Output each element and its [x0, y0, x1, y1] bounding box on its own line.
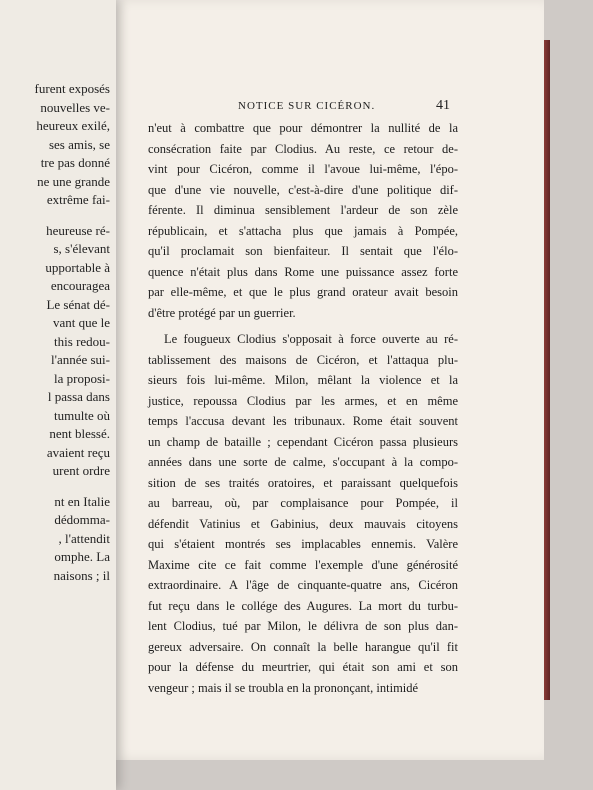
text-line: n'eut à combattre que pour démontrer la nullité de la: [148, 121, 458, 135]
left-page: [0, 0, 116, 790]
left-text-line: ne une grande: [37, 173, 110, 189]
left-text-line: urent ordre: [52, 463, 110, 478]
left-text-line: dédomma-: [54, 512, 110, 527]
text-line: qui s'étaient montrés ses implacables ennemis. Valère: [148, 537, 458, 551]
text-line: années dans une sorte de calme, s'occupant à la compo-: [148, 455, 458, 469]
text-line: consécration faite par Clodius. Au reste, ce retour de-: [148, 141, 458, 156]
left-text-line: [0, 481, 110, 493]
text-line: tablissement des maisons de Cicéron, et l'attaqua plu-: [148, 352, 458, 367]
left-text-line: ses amis, se: [48, 136, 110, 152]
text-line: sieurs fois lui-même. Milon, mêlant la violence et la: [148, 373, 458, 387]
left-text-line: heureux exilé,: [36, 118, 110, 133]
text-line: sition de ses traités oratoires, et paraissant quelquefois: [148, 475, 458, 490]
left-text-line: furent exposés: [34, 81, 110, 96]
text-line: fut reçu dans le collége des Augures. La mort du turbu-: [148, 598, 458, 613]
left-text-line: la proposi-: [54, 370, 110, 386]
left-text-line: nent blessé.: [49, 426, 110, 441]
text-line: vint pour Cicéron, comme il l'avoue lui-même, l'épo-: [148, 162, 458, 176]
left-text-line: this redou-: [54, 333, 110, 349]
text-line: un champ de bataille ; cependant Cicéron passa plusieurs: [148, 434, 458, 449]
left-text-line: l'année sui-: [50, 352, 110, 367]
text-line: d'être protégé par un guerrier.: [148, 305, 296, 320]
text-line: extraordinaire. A l'âge de cinquante-quatre ans, Cicéron: [148, 578, 458, 592]
text-line: par elle-même, et que le plus grand orateur avait besoin: [148, 285, 458, 299]
text-line: justice, repoussa Clodius par les armes, et en même: [148, 393, 458, 408]
left-text-line: naisons ; il: [53, 567, 110, 583]
left-text-line: upportable à: [45, 259, 110, 275]
text-line: républicain, et s'attacha plus que jamais à Pompée,: [148, 223, 458, 238]
left-page-text: [0, 80, 110, 585]
running-header: NOTICE SUR CICÉRON.: [238, 100, 376, 112]
left-text-line: vant que le: [52, 315, 110, 330]
text-line: au barreau, où, par complaisance pour Pompée, il: [148, 496, 458, 510]
left-text-line: , l'attendit: [58, 530, 110, 546]
left-text-line: tre pas donné: [40, 155, 110, 170]
paragraph-2: [148, 329, 458, 698]
left-text-line: heureuse ré-: [46, 222, 110, 238]
left-text-line: nouvelles ve-: [40, 99, 110, 115]
page-number: 41: [436, 98, 450, 113]
text-line: gereux adversaire. On connaît la belle harangue qu'il fit: [148, 639, 458, 654]
text-line: temps l'accusa devant les tribunaux. Rome était souvent: [148, 414, 458, 428]
left-text-line: encouragea: [50, 278, 110, 293]
paragraph-1: [148, 118, 458, 323]
text-line: défendit Vatinius et Gabinius, deux mauvais citoyens: [148, 516, 458, 531]
left-text-line: s, s'élevant: [53, 241, 110, 256]
left-text-line: nt en Italie: [54, 493, 110, 509]
left-text-line: Le sénat dé-: [46, 296, 110, 312]
text-line: lent Clodius, tué par Milon, le délivra de son plus dan-: [148, 619, 458, 633]
left-text-line: [0, 210, 110, 222]
left-text-line: avaient reçu: [46, 444, 110, 460]
left-text-line: omphe. La: [54, 549, 110, 564]
text-line: pour la défense du meurtrier, qui était son ami et son: [148, 660, 458, 674]
left-text-line: tumulte où: [54, 407, 110, 423]
text-line: férente. Il diminua sensiblement l'ardeur de son zèle: [148, 203, 458, 217]
text-line: que d'une vie nouvelle, c'est-à-dire d'une politique dif-: [148, 182, 458, 197]
text-line: Maxime cite ce fait comme l'exemple d'une générosité: [148, 557, 458, 572]
left-text-line: l passa dans: [47, 389, 110, 404]
text-line: quence n'était plus dans Rome une puissance assez forte: [148, 264, 458, 279]
text-line: Le fougueux Clodius s'opposait à force ouverte au ré-: [164, 332, 458, 346]
text-line: qu'il proclamait son bienfaiteur. Il sentait que l'élo-: [148, 244, 458, 258]
left-text-line: extrême fai-: [46, 192, 110, 207]
text-line: vengeur ; mais il se troubla en la prononçant, intimidé: [148, 680, 419, 695]
main-text: [148, 118, 458, 698]
